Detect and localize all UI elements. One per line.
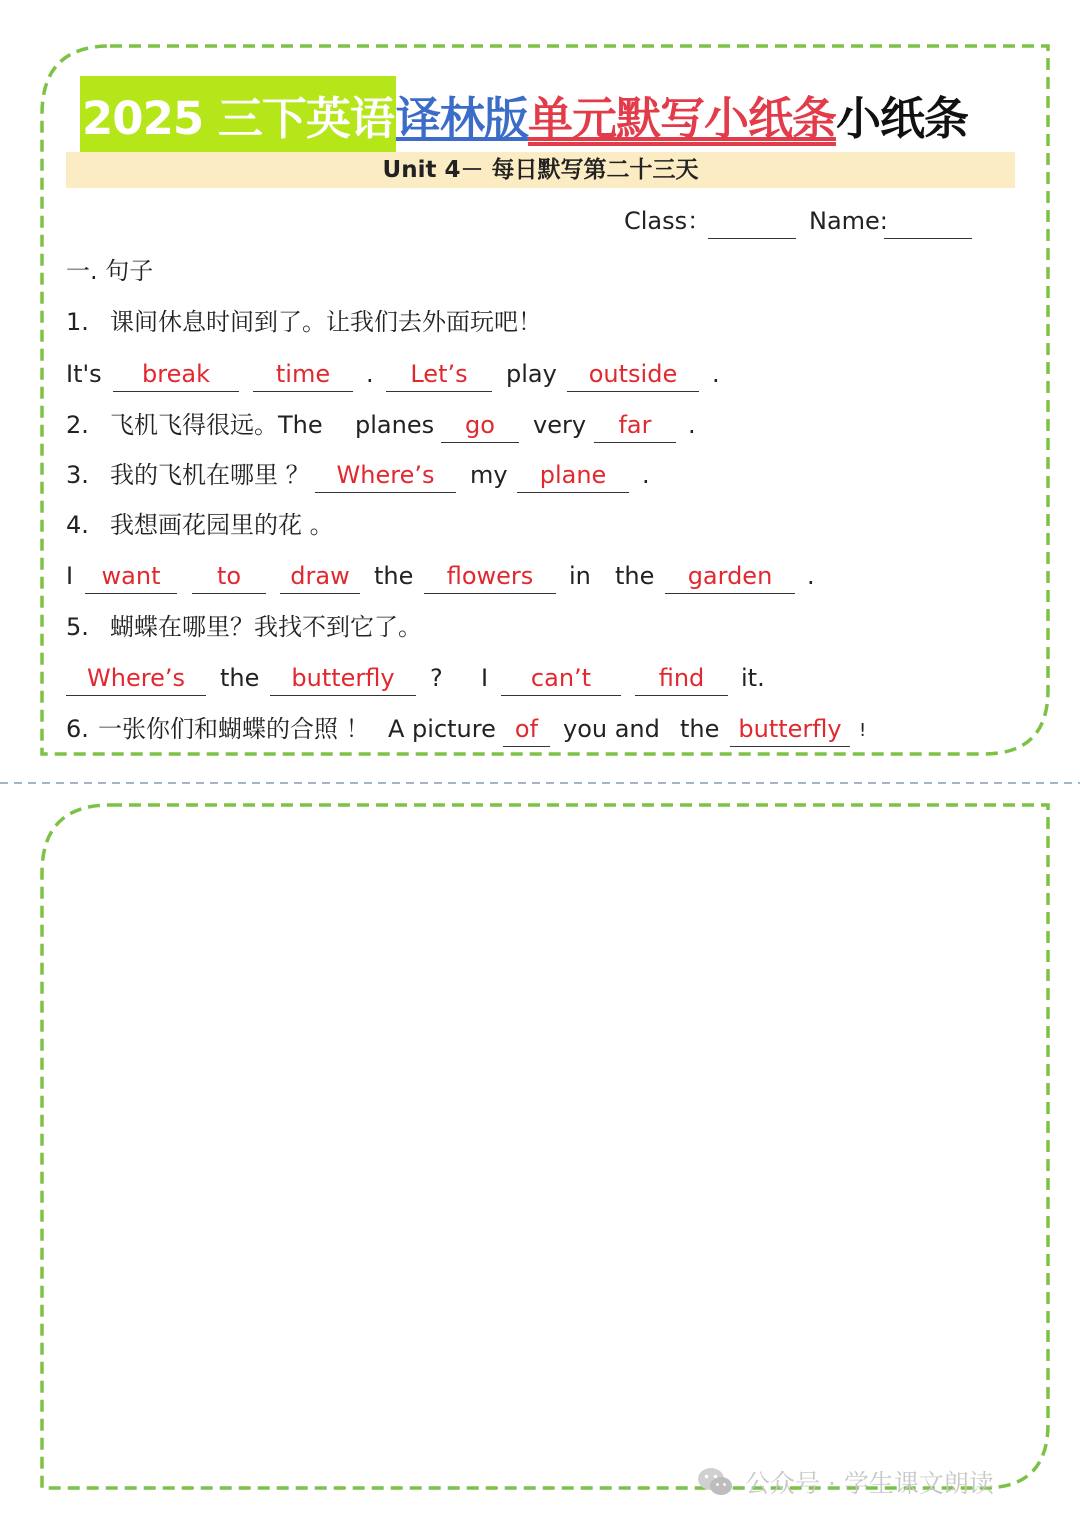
answer-blank[interactable]: want bbox=[85, 559, 177, 594]
answer-blank[interactable]: garden bbox=[665, 559, 795, 594]
punctuation: . bbox=[366, 360, 374, 388]
item-number: 2. bbox=[66, 411, 89, 439]
word-text: the bbox=[615, 562, 655, 590]
word-text: my bbox=[470, 461, 508, 489]
chinese-sentence: 我想画花园里的花 。 bbox=[110, 511, 334, 539]
name-field[interactable] bbox=[884, 204, 972, 239]
chinese-sentence: 我的飞机在哪里 ？ bbox=[110, 461, 310, 489]
class-label: Class： bbox=[624, 207, 712, 235]
answer-blank[interactable]: Let’s bbox=[386, 357, 492, 392]
title-part-suffix: 小纸条 bbox=[835, 91, 968, 145]
title-part-year: 2025 三下英语 bbox=[80, 76, 396, 152]
punctuation: . bbox=[807, 562, 815, 590]
wechat-icon bbox=[695, 1462, 735, 1502]
answer-blank[interactable]: draw bbox=[280, 559, 360, 594]
word-text: I bbox=[481, 664, 489, 692]
answer-blank[interactable]: Where’s bbox=[315, 458, 456, 493]
title-part-topic: 单元默写小纸条 bbox=[527, 91, 836, 145]
name-label: Name: bbox=[809, 207, 888, 235]
punctuation: . bbox=[642, 461, 650, 489]
word-text: play bbox=[506, 360, 557, 388]
word-text: planes bbox=[355, 411, 435, 439]
watermark bbox=[695, 1462, 994, 1502]
answer-blank[interactable]: butterfly bbox=[730, 712, 850, 747]
word-text: the bbox=[680, 715, 720, 743]
word-text: A picture bbox=[388, 715, 496, 743]
answer-blank[interactable]: plane bbox=[517, 458, 629, 493]
word-text: I bbox=[66, 562, 74, 590]
page-title bbox=[80, 76, 968, 152]
answer-blank[interactable]: Where’s bbox=[66, 661, 206, 696]
bottom-card-border bbox=[42, 805, 1048, 1488]
watermark-text: 公众号 · 学生课文朗读 bbox=[745, 1469, 994, 1498]
item-number: 1. bbox=[66, 308, 89, 336]
item-number: 4. bbox=[66, 511, 89, 539]
punctuation: ! bbox=[859, 720, 867, 741]
answer-blank[interactable]: go bbox=[441, 408, 519, 443]
chinese-sentence: 蝴蝶在哪里？我找不到它了。 bbox=[110, 613, 422, 641]
section-heading: 一. 句子 bbox=[66, 257, 154, 285]
word-text: very bbox=[533, 411, 587, 439]
answer-blank[interactable]: flowers bbox=[424, 559, 556, 594]
answer-blank[interactable]: time bbox=[253, 357, 353, 392]
answer-blank[interactable]: outside bbox=[567, 357, 699, 392]
item-number: 6. bbox=[66, 715, 89, 743]
answer-blank[interactable]: far bbox=[594, 408, 676, 443]
punctuation: ? bbox=[430, 664, 443, 692]
title-part-edition: 译林版 bbox=[395, 91, 528, 145]
word-text: the bbox=[374, 562, 414, 590]
class-field[interactable] bbox=[708, 204, 796, 239]
word-text: It's bbox=[66, 360, 102, 388]
item-number: 3. bbox=[66, 461, 89, 489]
answer-blank[interactable]: find bbox=[635, 661, 728, 696]
subtitle-bar: Unit 4－ 每日默写第二十三天 bbox=[66, 152, 1015, 188]
answer-blank[interactable]: butterfly bbox=[270, 661, 416, 696]
word-text: the bbox=[220, 664, 260, 692]
word-text: it. bbox=[741, 664, 765, 692]
word-text: you and bbox=[563, 715, 660, 743]
answer-blank[interactable]: of bbox=[503, 712, 550, 747]
chinese-sentence: 飞机飞得很远。The bbox=[110, 411, 323, 439]
punctuation: . bbox=[688, 411, 696, 439]
chinese-sentence: 一张你们和蝴蝶的合照 ！ bbox=[98, 715, 370, 743]
chinese-sentence: 课间休息时间到了。让我们去外面玩吧！ bbox=[110, 308, 542, 336]
answer-blank[interactable]: break bbox=[113, 357, 239, 392]
punctuation: . bbox=[712, 360, 720, 388]
answer-blank[interactable]: can’t bbox=[501, 661, 621, 696]
answer-blank[interactable]: to bbox=[192, 559, 266, 594]
item-number: 5. bbox=[66, 613, 89, 641]
word-text: in bbox=[569, 562, 591, 590]
